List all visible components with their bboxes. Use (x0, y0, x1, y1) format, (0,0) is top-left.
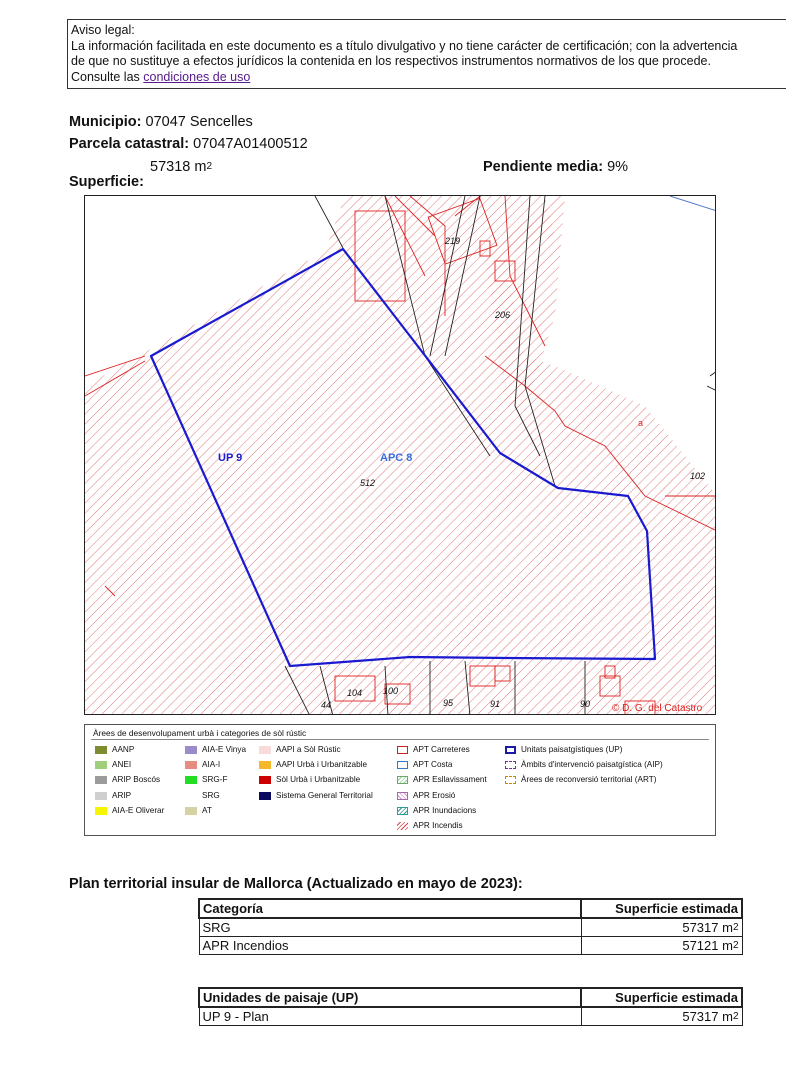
category-header: Categoría (199, 899, 581, 918)
legend-sol-urba-swatch (259, 776, 271, 784)
legend-aia-e-oliverar-swatch (95, 807, 107, 815)
surface-header: Superficie estimada (581, 899, 742, 918)
landscape-up9-plan-value (581, 1007, 742, 1026)
superficie-number: 57318 m (150, 159, 207, 175)
legend-srg-f-label: SRG-F (202, 775, 228, 784)
legend-at-swatch (185, 807, 197, 815)
plan-title: Plan territorial insular de Mallorca (Actualizado en mayo de 2023): (69, 876, 523, 892)
superficie-label-row (69, 174, 144, 190)
legend-arip (95, 791, 131, 800)
landscape-unit-header: Unidades de paisaje (UP) (199, 988, 581, 1007)
legal-line-1: La información facilitada en este documento es a título divulgativo y no tiene carácter de certificación; con la advertencia (71, 38, 738, 53)
legend-aapi-sol-rustic-swatch (259, 746, 271, 754)
legend-divider (91, 739, 709, 740)
landscape-up9-plan-value-number: 57317 m (682, 1009, 733, 1024)
parcel-104: 104 (347, 688, 363, 698)
legend-aapi-urba-label: AAPI Urbà i Urbanitzable (276, 760, 368, 769)
landscape-table-header (199, 988, 742, 1007)
legend-up-label: Unitats paisatgístiques (UP) (521, 745, 623, 754)
parcel-206: 206 (495, 310, 511, 320)
pendiente-label: Pendiente media: (483, 159, 604, 175)
category-srg-value (581, 918, 742, 937)
legend-arip-boscos-swatch (95, 776, 107, 784)
legend-sol-urba-label: Sòl Urbà i Urbanitzable (276, 775, 361, 784)
superficie-exp: 2 (206, 161, 212, 172)
legend-aapi-urba-swatch (259, 761, 271, 769)
legend-art-label: Àrees de reconversió territorial (ART) (521, 775, 657, 784)
legend-aapi-urba (259, 760, 367, 769)
legend-anei-label: ANEI (112, 760, 132, 769)
map-letter-a: a (638, 418, 644, 428)
legend-apr-erosio-label: APR Erosió (413, 791, 456, 800)
legend-sistema-general (259, 791, 373, 800)
category-table-header (199, 899, 742, 918)
superficie-label: Superficie: (69, 174, 144, 190)
map-canvas (85, 196, 716, 715)
legend-apt-carreteres-label: APT Carreteres (413, 745, 470, 754)
landscape-up9-plan: UP 9 - Plan (199, 1007, 581, 1026)
superficie-value (150, 159, 212, 175)
apc8-label: APC 8 (380, 452, 413, 464)
parcel-90: 90 (580, 699, 591, 709)
legal-title: Aviso legal: (71, 23, 135, 37)
legal-line-3-prefix: Consulte las (71, 69, 144, 84)
legend-apr-inundacions-label: APR Inundacions (413, 806, 477, 815)
landscape-up9-plan-value-exp: 2 (732, 1011, 739, 1022)
legend-apt-carreteres-swatch (397, 746, 408, 754)
cadastral-map[interactable] (84, 195, 716, 715)
parcel-95: 95 (443, 698, 454, 708)
terms-of-use-link[interactable]: condiciones de uso (143, 69, 251, 84)
parcela-label: Parcela catastral: (69, 136, 190, 152)
legend-aip-label: Àmbits d'intervenció paisatgística (AIP) (521, 760, 663, 769)
legend-arip-swatch (95, 792, 107, 800)
category-apr-incendios-value-exp: 2 (732, 940, 739, 951)
legend-srg-f-swatch (185, 776, 197, 784)
category-srg-value-number: 57317 m (682, 920, 733, 935)
legend-aia-e-vinya-swatch (185, 746, 197, 754)
legend-aanp (95, 745, 134, 754)
legend-apt-costa-label: APT Costa (413, 760, 453, 769)
legal-line-2: de que no sustituye a efectos jurídicos la contenida en los respectivos instrumentos normativos de los que procede. (71, 54, 711, 68)
legend-up (505, 745, 622, 754)
up9-label: UP 9 (218, 452, 243, 464)
pendiente-value: 9% (607, 159, 629, 175)
legend-aia-e-oliverar-label: AIA-E Oliverar (112, 806, 165, 815)
legend-srg-label: SRG (202, 791, 220, 800)
legal-notice (67, 19, 786, 89)
municipio-value: 07047 Sencelles (145, 114, 253, 130)
legend-apr-inundacions-swatch (397, 807, 408, 815)
legend-apr-incendis (397, 821, 463, 830)
legend-art-swatch (505, 776, 516, 784)
parcel-102: 102 (690, 471, 706, 481)
legend-arip-label: ARIP (112, 791, 132, 800)
road-line (670, 196, 716, 211)
legend-up-swatch (505, 746, 516, 754)
catastro-copyright: © D. G. del Catastro (612, 703, 703, 714)
legend-aanp-swatch (95, 746, 107, 754)
legend-aanp-label: AANP (112, 745, 135, 754)
legend-title: Àrees de desenvolupament urbà i categories de sòl rústic (93, 728, 307, 738)
parcel-100: 100 (383, 686, 399, 696)
legend-arip-boscos-label: ARIP Boscós (112, 775, 161, 784)
legend-apr-esllavissament-swatch (397, 776, 408, 784)
municipio-label: Municipio: (69, 114, 142, 130)
legend-srg-swatch (185, 792, 197, 800)
legend-apr-erosio (397, 791, 455, 800)
legend-apt-costa (397, 760, 452, 769)
legend-aia-e-vinya-label: AIA-E Vinya (202, 745, 246, 754)
legend-srg-f (185, 775, 227, 784)
legend-srg (185, 791, 220, 800)
category-srg: SRG (199, 918, 581, 937)
legend-apt-carreteres (397, 745, 470, 754)
legend-anei-swatch (95, 761, 107, 769)
category-apr-incendios-value-number: 57121 m (682, 938, 733, 953)
legend-aia-i-swatch (185, 761, 197, 769)
legend-aapi-sol-rustic-label: AAPI a Sòl Rústic (276, 745, 341, 754)
legend-apr-erosio-swatch (397, 792, 408, 800)
legend-apr-incendis-swatch (397, 822, 408, 830)
landscape-surface-header: Superficie estimada (581, 988, 742, 1007)
parcel-91: 91 (490, 699, 501, 709)
legend-sistema-general-swatch (259, 792, 271, 800)
landscape-units-table (198, 987, 743, 1026)
legend-apr-esllavissament (397, 775, 487, 784)
legend-anei (95, 760, 131, 769)
table-row (199, 937, 742, 955)
municipio-row (69, 114, 253, 130)
table-row (199, 918, 742, 937)
parcela-row (69, 136, 308, 152)
legend-apt-costa-swatch (397, 761, 408, 769)
legend-aia-e-vinya (185, 745, 246, 754)
legal-line-3 (71, 70, 786, 86)
category-table (198, 898, 743, 955)
legend-aia-i (185, 760, 220, 769)
legend-aip (505, 760, 663, 769)
pendiente-row (483, 159, 628, 175)
legend-aia-i-label: AIA-I (202, 760, 221, 769)
legend-arip-boscos (95, 775, 160, 784)
legend-art (505, 775, 656, 784)
category-srg-value-exp: 2 (732, 922, 739, 933)
parcela-value: 07047A01400512 (193, 136, 308, 152)
legend-sistema-general-label: Sistema General Territorial (276, 791, 373, 800)
legend-at (185, 806, 212, 815)
parcel-44: 44 (321, 700, 332, 710)
parcel-219: 219 (445, 236, 461, 246)
legend-apr-incendis-label: APR Incendis (413, 821, 463, 830)
legend-apr-esllavissament-label: APR Esllavissament (413, 775, 487, 784)
legend-apr-inundacions (397, 806, 476, 815)
legend-aia-e-oliverar (95, 806, 164, 815)
category-apr-incendios: APR Incendios (199, 937, 581, 955)
map-legend (84, 724, 716, 836)
legend-sol-urba (259, 775, 360, 784)
parcel-512: 512 (360, 478, 376, 488)
legend-aapi-sol-rustic (259, 745, 341, 754)
category-apr-incendios-value (581, 937, 742, 955)
legend-aip-swatch (505, 761, 516, 769)
table-row (199, 1007, 742, 1026)
legend-at-label: AT (202, 806, 212, 815)
